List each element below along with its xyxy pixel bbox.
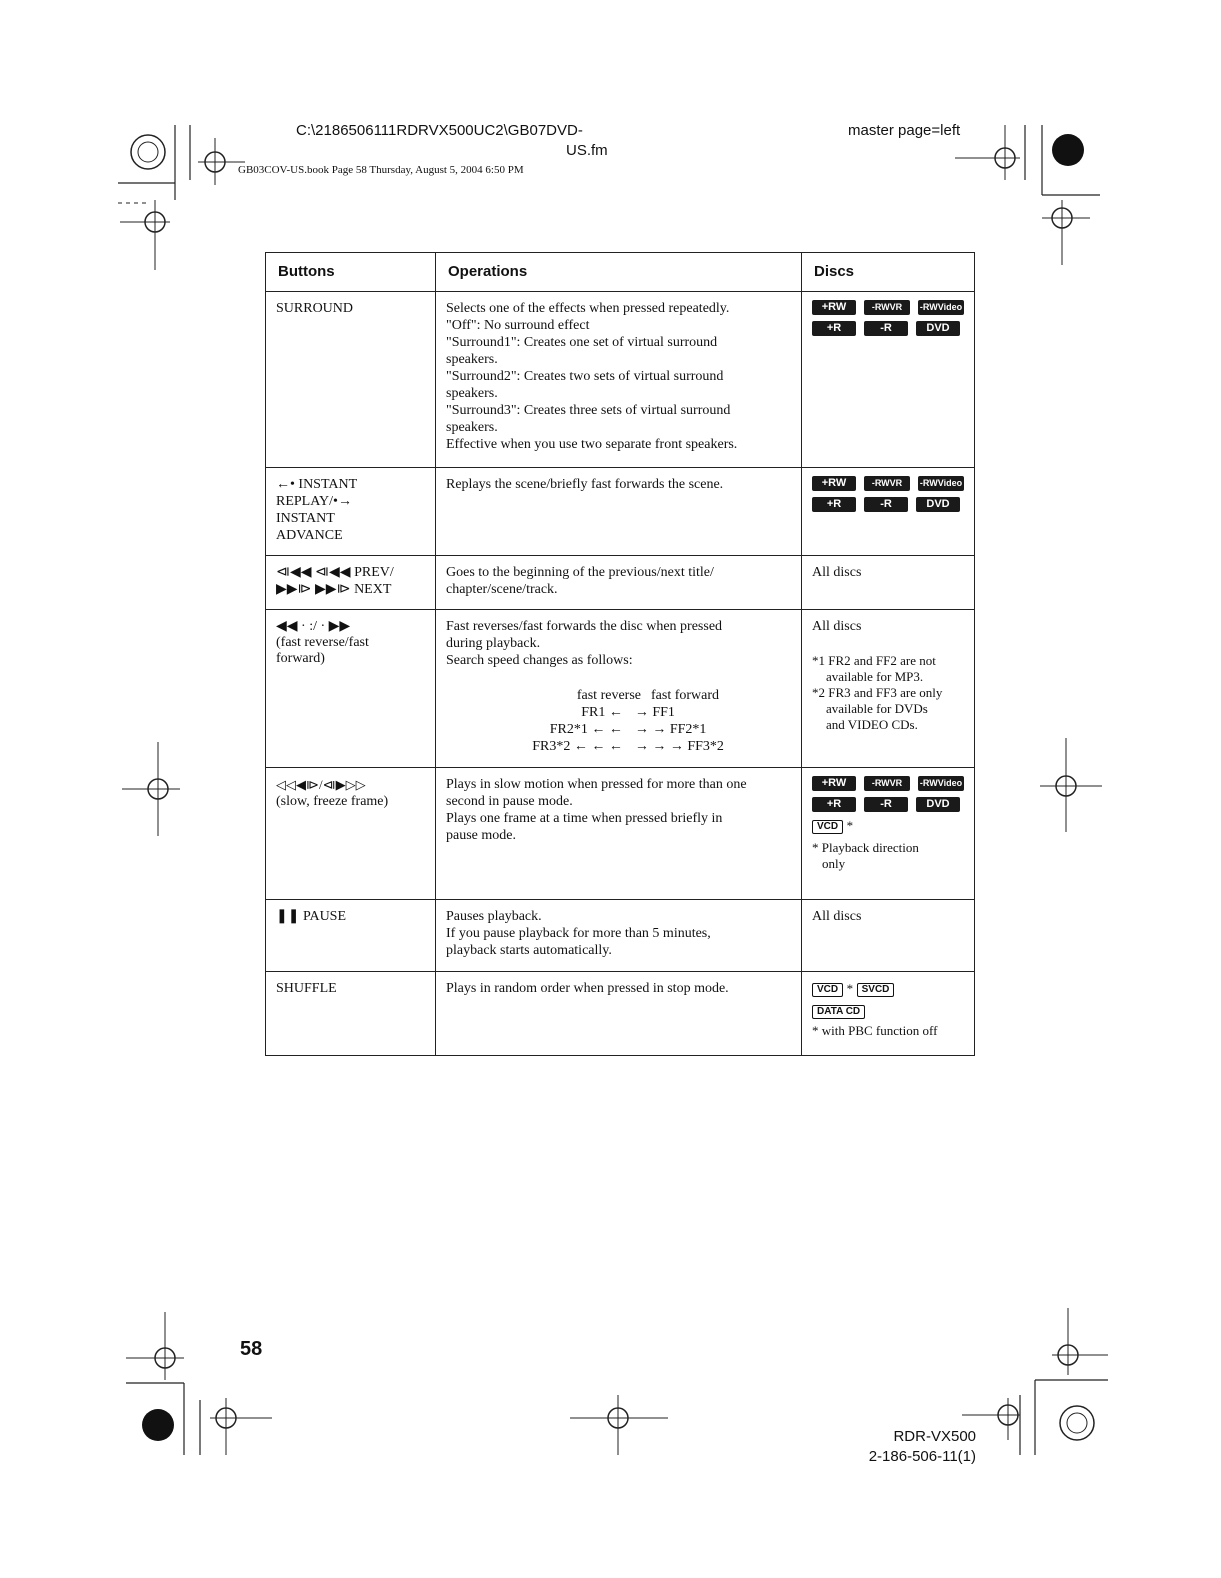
discs-cell (802, 900, 975, 972)
disc-badge: -RWVR (864, 476, 910, 491)
crosshair-icon (955, 125, 1020, 180)
operation-line: Fast reverses/fast forwards the disc when pressed (446, 619, 723, 634)
table-row (266, 768, 975, 900)
discs-cell (802, 610, 975, 768)
crosshair-icon (210, 1398, 272, 1455)
button-name: SURROUND (276, 301, 354, 316)
speed-reverse: FR2*1 ← ← (549, 722, 623, 737)
table-header-row (266, 253, 975, 292)
operation-line: chapter/scene/track. (446, 582, 558, 597)
speed-row (496, 738, 791, 755)
disc-notes (812, 1023, 964, 1039)
operations-cell (436, 556, 802, 610)
operation-line: speakers. (446, 386, 498, 401)
button-cell (266, 468, 436, 556)
operation-line: Pauses playback. (446, 909, 542, 924)
disc-badge: DATA CD (812, 1005, 865, 1019)
disc-badge: -R (864, 797, 908, 812)
button-name-line: ←• INSTANT (276, 477, 358, 492)
operation-line: during playback. (446, 636, 541, 651)
disc-badge: VCD (812, 983, 843, 997)
speed-table (496, 687, 791, 755)
disc-badge: +R (812, 497, 856, 512)
button-name-line: ADVANCE (276, 528, 343, 543)
button-cell (266, 972, 436, 1056)
file-path-line1: C:\2186506111RDRVX500UC2\GB07DVD- (296, 122, 583, 139)
operation-line: If you pause playback for more than 5 minutes, (446, 926, 711, 941)
discs-text: All discs (812, 619, 862, 634)
discs-cell (802, 468, 975, 556)
disc-badge: -RWVR (864, 300, 910, 315)
operation-line: Effective when you use two separate front speakers. (446, 437, 738, 452)
button-cell (266, 768, 436, 900)
disc-badge: -RWVideo (918, 776, 964, 791)
table-row (266, 556, 975, 610)
disc-badge: -R (864, 497, 908, 512)
button-name: ❚❚ PAUSE (276, 909, 347, 924)
button-name: SHUFFLE (276, 981, 337, 996)
speed-forward: → → FF2*1 (634, 722, 707, 737)
disc-badge: +RW (812, 300, 856, 315)
book-info: GB03COV-US.book Page 58 Thursday, August 5, 2004 6:50 PM (238, 164, 524, 176)
disc-badge: -R (864, 321, 908, 336)
sunburst-icon (1060, 1406, 1094, 1440)
crosshair-icon (1040, 738, 1102, 832)
operations-table (265, 252, 975, 1056)
operation-line: Goes to the beginning of the previous/next title/ (446, 565, 714, 580)
button-name-line: ◁◁◀⧐/⧏▶▷▷ (276, 777, 366, 792)
operation-line: "Off": No surround effect (446, 318, 590, 333)
operation-line: Plays in slow motion when pressed for more than one (446, 777, 747, 792)
disc-badge: SVCD (857, 983, 895, 997)
discs-cell (802, 972, 975, 1056)
table-row (266, 900, 975, 972)
sunburst-icon (131, 135, 165, 169)
operation-line: Selects one of the effects when pressed repeatedly. (446, 301, 730, 316)
speed-row (496, 704, 791, 721)
footnote-line: available for MP3. (826, 669, 924, 684)
button-cell (266, 900, 436, 972)
operation-line: Plays in random order when pressed in stop mode. (446, 981, 729, 996)
disc-note-line: * with PBC function off (812, 1023, 938, 1038)
operation-line: "Surround2": Creates two sets of virtual surround (446, 369, 724, 384)
speed-heading-forward: fast forward (651, 688, 720, 703)
page-number: 58 (240, 1338, 263, 1360)
disc-badge: -RWVideo (918, 300, 964, 315)
discs-text: All discs (812, 909, 862, 924)
filled-circle-icon (142, 1409, 174, 1441)
header-operations: Operations (436, 253, 802, 292)
crosshair-icon (126, 1312, 184, 1380)
button-name-line: INSTANT (276, 511, 335, 526)
table-row (266, 292, 975, 468)
disc-notes (812, 840, 964, 872)
operations-cell (436, 292, 802, 468)
table-row (266, 610, 975, 768)
table-row (266, 972, 975, 1056)
disc-badge: -RWVideo (918, 476, 964, 491)
button-cell (266, 292, 436, 468)
disc-badge: +RW (812, 476, 856, 491)
disc-note-line: only (822, 856, 846, 871)
operation-line: Replays the scene/briefly fast forwards the scene. (446, 477, 724, 492)
disc-badge: VCD (812, 820, 843, 834)
operations-cell (436, 972, 802, 1056)
operation-line: playback starts automatically. (446, 943, 612, 958)
asterisk-mark: * (846, 981, 854, 996)
button-name-line: (slow, freeze frame) (276, 794, 389, 809)
model-name: RDR-VX500 (893, 1428, 976, 1445)
operation-line: speakers. (446, 420, 498, 435)
operations-cell (436, 900, 802, 972)
table-row (266, 468, 975, 556)
disc-badge: -RWVR (864, 776, 910, 791)
operation-line: "Surround3": Creates three sets of virtual surround (446, 403, 731, 418)
speed-heading (496, 687, 791, 704)
button-cell (266, 610, 436, 768)
disc-badge: +R (812, 797, 856, 812)
operation-line: Search speed changes as follows: (446, 653, 633, 668)
crosshair-icon (1052, 1308, 1108, 1375)
speed-reverse: FR3*2 ← ← ← (532, 739, 623, 754)
operation-line: Plays one frame at a time when pressed briefly in (446, 811, 723, 826)
shuffle-badges-row2 (812, 1002, 964, 1019)
disc-badge: DVD (916, 321, 960, 336)
header-buttons: Buttons (266, 253, 436, 292)
speed-row (496, 721, 791, 738)
shuffle-badges (812, 980, 964, 997)
speed-heading-reverse: fast reverse (576, 688, 641, 703)
operations-cell (436, 468, 802, 556)
vcd-badge-row (812, 817, 964, 834)
disc-badges (812, 476, 972, 512)
disc-badge: DVD (916, 797, 960, 812)
speed-reverse: FR1 ← (581, 705, 623, 720)
button-name-line: forward) (276, 651, 325, 666)
operations-cell (436, 610, 802, 768)
discs-cell (802, 292, 975, 468)
footnote-line: *2 FR3 and FF3 are only (812, 685, 943, 700)
asterisk-mark: * (846, 818, 854, 833)
filled-circle-icon (1052, 134, 1084, 166)
disc-badges (812, 300, 972, 336)
crosshair-icon (198, 138, 245, 185)
crosshair-icon (120, 200, 170, 270)
button-name-line: ▶▶⧐ ▶▶⧐ NEXT (276, 582, 392, 597)
footnote-line: *1 FR2 and FF2 are not (812, 653, 936, 668)
operations-cell (436, 768, 802, 900)
disc-badge: DVD (916, 497, 960, 512)
speed-forward: → FF1 (634, 705, 675, 720)
footnote-line: available for DVDs (826, 701, 928, 716)
button-name-line: ◀◀ · :/ · ▶▶ (276, 619, 351, 634)
crosshair-icon (1042, 200, 1090, 265)
part-number: 2-186-506-11(1) (868, 1448, 976, 1465)
discs-text: All discs (812, 565, 862, 580)
master-page-label: master page=left (848, 122, 961, 139)
button-name-line: (fast reverse/fast (276, 635, 369, 650)
footnote-line: and VIDEO CDs. (826, 717, 918, 732)
operation-line: speakers. (446, 352, 498, 367)
disc-badge: +R (812, 321, 856, 336)
button-cell (266, 556, 436, 610)
footnotes (812, 653, 964, 733)
crosshair-icon (122, 742, 180, 836)
button-name-line: ⧏◀◀ ⧏◀◀ PREV/ (276, 565, 394, 580)
header-discs: Discs (802, 253, 975, 292)
disc-note-line: * Playback direction (812, 840, 919, 855)
discs-cell (802, 556, 975, 610)
operation-line: "Surround1": Creates one set of virtual surround (446, 335, 718, 350)
speed-forward: → → → FF3*2 (634, 739, 724, 754)
crosshair-icon (570, 1395, 668, 1455)
discs-cell (802, 768, 975, 900)
disc-badges (812, 776, 972, 812)
button-name-line: REPLAY/•→ (276, 494, 352, 509)
file-path-line2: US.fm (566, 142, 608, 159)
operation-line: second in pause mode. (446, 794, 573, 809)
disc-badge: +RW (812, 776, 856, 791)
operation-line: pause mode. (446, 828, 516, 843)
